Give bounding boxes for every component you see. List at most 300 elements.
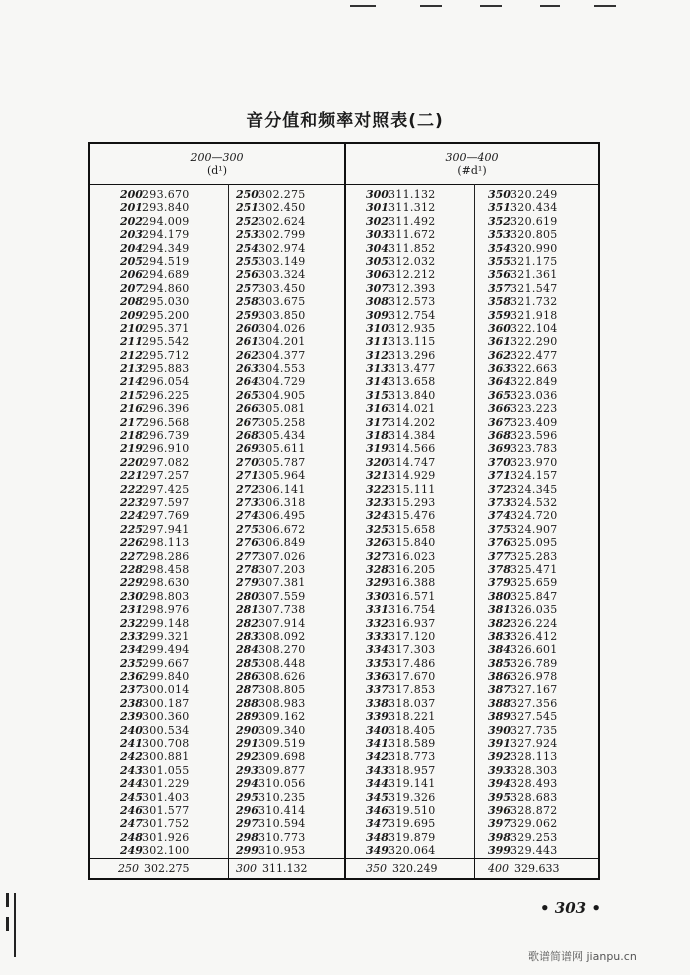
frequency-value: 310.773 bbox=[258, 830, 306, 844]
cent-value: 399 bbox=[488, 844, 511, 858]
frequency-value: 301.577 bbox=[142, 803, 190, 817]
table-row bbox=[120, 483, 206, 496]
cent-value: 289 bbox=[236, 710, 259, 724]
table-row bbox=[488, 242, 574, 255]
cent-value: 259 bbox=[236, 308, 259, 322]
center-divider bbox=[344, 144, 346, 878]
frequency-value: 318.957 bbox=[388, 763, 436, 777]
table-row bbox=[120, 416, 206, 429]
table-row bbox=[120, 630, 206, 643]
table-row bbox=[488, 416, 574, 429]
header-right-range: 300—400 bbox=[445, 151, 499, 164]
cent-value: 327 bbox=[366, 549, 389, 563]
table-row bbox=[488, 724, 574, 737]
cent-value: 230 bbox=[120, 589, 143, 603]
frequency-value: 309.519 bbox=[258, 737, 306, 751]
cent-value: 389 bbox=[488, 710, 511, 724]
frequency-value: 320.434 bbox=[510, 201, 558, 215]
table-row bbox=[120, 791, 206, 804]
cent-value: 370 bbox=[488, 455, 511, 469]
cent-value: 202 bbox=[120, 214, 143, 228]
frequency-value: 300.534 bbox=[142, 723, 190, 737]
frequency-value: 312.754 bbox=[388, 308, 436, 322]
frequency-value: 327.735 bbox=[510, 723, 558, 737]
table-row bbox=[120, 710, 206, 723]
frequency-value: 323.223 bbox=[510, 402, 558, 416]
table-row bbox=[120, 777, 206, 790]
table-row bbox=[236, 831, 322, 844]
frequency-value: 310.953 bbox=[258, 844, 306, 858]
cent-value: 277 bbox=[236, 549, 259, 563]
cent-value: 293 bbox=[236, 763, 259, 777]
frequency-value: 313.840 bbox=[388, 388, 436, 402]
table-row bbox=[236, 509, 322, 522]
cent-value: 284 bbox=[236, 643, 259, 657]
cent-value: 338 bbox=[366, 696, 389, 710]
cent-value: 267 bbox=[236, 415, 259, 429]
table-row bbox=[120, 268, 206, 281]
cent-value: 373 bbox=[488, 495, 511, 509]
table-row bbox=[366, 282, 452, 295]
cent-value: 241 bbox=[120, 737, 143, 751]
table-row bbox=[366, 362, 452, 375]
table-row bbox=[366, 469, 452, 482]
table-row bbox=[366, 456, 452, 469]
table-row bbox=[488, 590, 574, 603]
table-row bbox=[120, 375, 206, 388]
footer-cell: 400 329.633 bbox=[488, 862, 560, 875]
cent-value: 314 bbox=[366, 375, 389, 389]
frequency-value: 314.021 bbox=[388, 402, 436, 416]
table-row bbox=[236, 791, 322, 804]
frequency-value: 320.619 bbox=[510, 214, 558, 228]
frequency-value: 326.601 bbox=[510, 643, 558, 657]
frequency-value: 321.175 bbox=[510, 254, 558, 268]
table-row bbox=[366, 804, 452, 817]
cent-value: 393 bbox=[488, 763, 511, 777]
table-row bbox=[366, 255, 452, 268]
table-row bbox=[120, 550, 206, 563]
cent-value: 227 bbox=[120, 549, 143, 563]
cent-value: 316 bbox=[366, 402, 389, 416]
frequency-value: 297.425 bbox=[142, 482, 190, 496]
table-row bbox=[236, 429, 322, 442]
frequency-value: 308.983 bbox=[258, 696, 306, 710]
frequency-value: 316.388 bbox=[388, 576, 436, 590]
frequency-value: 316.023 bbox=[388, 549, 436, 563]
frequency-value: 308.092 bbox=[258, 629, 306, 643]
cent-value: 272 bbox=[236, 482, 259, 496]
frequency-value: 321.361 bbox=[510, 268, 558, 282]
cent-value: 353 bbox=[488, 228, 511, 242]
frequency-value: 295.030 bbox=[142, 295, 190, 309]
frequency-value: 311.132 bbox=[388, 188, 436, 201]
frequency-value: 317.303 bbox=[388, 643, 436, 657]
cent-value: 317 bbox=[366, 415, 389, 429]
table-row bbox=[366, 630, 452, 643]
frequency-value: 294.860 bbox=[142, 281, 190, 295]
frequency-value: 310.594 bbox=[258, 817, 306, 831]
frequency-value: 325.283 bbox=[510, 549, 558, 563]
table-row bbox=[120, 804, 206, 817]
table-row bbox=[236, 724, 322, 737]
cent-value: 363 bbox=[488, 362, 511, 376]
cent-value: 304 bbox=[366, 241, 389, 255]
table-row bbox=[488, 697, 574, 710]
cent-value: 394 bbox=[488, 777, 511, 791]
header-right-note: (#d¹) bbox=[457, 164, 487, 177]
frequency-value: 317.486 bbox=[388, 656, 436, 670]
cent-value: 319 bbox=[366, 442, 389, 456]
cent-value: 246 bbox=[120, 803, 143, 817]
frequency-value: 301.055 bbox=[142, 763, 190, 777]
data-column-1 bbox=[120, 188, 206, 858]
frequency-value: 295.883 bbox=[142, 362, 190, 376]
frequency-value: 297.769 bbox=[142, 509, 190, 523]
table-row bbox=[236, 550, 322, 563]
frequency-value: 315.293 bbox=[388, 495, 436, 509]
cent-value: 330 bbox=[366, 589, 389, 603]
frequency-value: 309.698 bbox=[258, 750, 306, 764]
cent-value: 309 bbox=[366, 308, 389, 322]
cent-value: 381 bbox=[488, 603, 511, 617]
frequency-value: 295.200 bbox=[142, 308, 190, 322]
cent-value: 356 bbox=[488, 268, 511, 282]
frequency-value: 315.476 bbox=[388, 509, 436, 523]
frequency-value: 322.290 bbox=[510, 335, 558, 349]
frequency-value: 297.597 bbox=[142, 495, 190, 509]
frequency-value: 329.443 bbox=[510, 844, 558, 858]
frequency-value: 304.026 bbox=[258, 321, 306, 335]
table-row bbox=[236, 536, 322, 549]
table-row bbox=[236, 416, 322, 429]
table-row bbox=[366, 536, 452, 549]
frequency-value: 319.879 bbox=[388, 830, 436, 844]
cent-value: 386 bbox=[488, 670, 511, 684]
cent-value: 282 bbox=[236, 616, 259, 630]
frequency-value: 316.571 bbox=[388, 589, 436, 603]
table-row bbox=[488, 456, 574, 469]
frequency-value: 318.589 bbox=[388, 737, 436, 751]
data-column-4 bbox=[488, 188, 574, 858]
cent-value: 260 bbox=[236, 321, 259, 335]
frequency-value: 306.495 bbox=[258, 509, 306, 523]
frequency-value: 312.212 bbox=[388, 268, 436, 282]
table-row bbox=[236, 255, 322, 268]
table-row bbox=[366, 335, 452, 348]
table-row bbox=[488, 469, 574, 482]
frequency-value: 307.381 bbox=[258, 576, 306, 590]
table-row bbox=[366, 777, 452, 790]
table-row bbox=[488, 670, 574, 683]
frequency-value: 300.708 bbox=[142, 737, 190, 751]
table-row bbox=[366, 201, 452, 214]
table-row bbox=[120, 322, 206, 335]
table-row bbox=[120, 309, 206, 322]
table-row bbox=[488, 603, 574, 616]
frequency-value: 327.545 bbox=[510, 710, 558, 724]
table-row bbox=[488, 563, 574, 576]
cent-value: 358 bbox=[488, 295, 511, 309]
frequency-value: 329.062 bbox=[510, 817, 558, 831]
table-row bbox=[488, 777, 574, 790]
frequency-value: 302.974 bbox=[258, 241, 306, 255]
frequency-value: 303.450 bbox=[258, 281, 306, 295]
frequency-value: 310.235 bbox=[258, 790, 306, 804]
table-row bbox=[236, 215, 322, 228]
cent-value: 220 bbox=[120, 455, 143, 469]
table-row bbox=[366, 429, 452, 442]
frequency-value: 324.345 bbox=[510, 482, 558, 496]
cent-value: 390 bbox=[488, 723, 511, 737]
cent-value: 275 bbox=[236, 522, 259, 536]
cent-value: 233 bbox=[120, 629, 143, 643]
cent-value: 276 bbox=[236, 536, 259, 550]
table-row bbox=[120, 188, 206, 201]
table-row bbox=[366, 523, 452, 536]
table-row bbox=[120, 201, 206, 214]
frequency-value: 312.935 bbox=[388, 321, 436, 335]
cent-value: 236 bbox=[120, 670, 143, 684]
table-row bbox=[488, 255, 574, 268]
table-row bbox=[366, 228, 452, 241]
table-row bbox=[236, 188, 322, 201]
cent-value: 374 bbox=[488, 509, 511, 523]
table-row bbox=[120, 590, 206, 603]
table-row bbox=[120, 764, 206, 777]
frequency-value: 320.805 bbox=[510, 228, 558, 242]
table-row bbox=[366, 617, 452, 630]
table-row bbox=[120, 603, 206, 616]
table-row bbox=[120, 817, 206, 830]
frequency-value: 300.881 bbox=[142, 750, 190, 764]
cent-value: 318 bbox=[366, 429, 389, 443]
table-row bbox=[236, 737, 322, 750]
table-row bbox=[488, 375, 574, 388]
cent-value: 243 bbox=[120, 763, 143, 777]
cent-value: 200 bbox=[120, 188, 143, 201]
table-row bbox=[488, 362, 574, 375]
cent-value: 249 bbox=[120, 844, 143, 858]
frequency-value: 295.371 bbox=[142, 321, 190, 335]
cent-value: 221 bbox=[120, 469, 143, 483]
frequency-value: 319.326 bbox=[388, 790, 436, 804]
cent-value: 208 bbox=[120, 295, 143, 309]
table-row bbox=[120, 282, 206, 295]
table-row bbox=[236, 375, 322, 388]
cent-value: 342 bbox=[366, 750, 389, 764]
cent-value: 372 bbox=[488, 482, 511, 496]
cent-value: 306 bbox=[366, 268, 389, 282]
cent-value: 232 bbox=[120, 616, 143, 630]
frequency-value: 302.450 bbox=[258, 201, 306, 215]
frequency-value: 307.914 bbox=[258, 616, 306, 630]
frequency-value: 314.566 bbox=[388, 442, 436, 456]
cent-value: 239 bbox=[120, 710, 143, 724]
frequency-value: 296.568 bbox=[142, 415, 190, 429]
cent-value: 261 bbox=[236, 335, 259, 349]
cent-value: 382 bbox=[488, 616, 511, 630]
frequency-value: 300.187 bbox=[142, 696, 190, 710]
frequency-value: 314.747 bbox=[388, 455, 436, 469]
cent-value: 366 bbox=[488, 402, 511, 416]
cent-value: 264 bbox=[236, 375, 259, 389]
frequency-value: 327.356 bbox=[510, 696, 558, 710]
frequency-value: 318.773 bbox=[388, 750, 436, 764]
table-footer bbox=[90, 858, 598, 878]
table-row bbox=[366, 710, 452, 723]
cent-value: 214 bbox=[120, 375, 143, 389]
cent-value: 292 bbox=[236, 750, 259, 764]
frequency-value: 295.542 bbox=[142, 335, 190, 349]
cent-value: 387 bbox=[488, 683, 511, 697]
cent-value: 212 bbox=[120, 348, 143, 362]
cent-value: 328 bbox=[366, 562, 389, 576]
frequency-value: 325.659 bbox=[510, 576, 558, 590]
footer-cell: 350 320.249 bbox=[366, 862, 438, 875]
table-row bbox=[120, 402, 206, 415]
table-row bbox=[488, 483, 574, 496]
frequency-value: 325.471 bbox=[510, 562, 558, 576]
frequency-value: 326.978 bbox=[510, 670, 558, 684]
frequency-value: 312.573 bbox=[388, 295, 436, 309]
table-row bbox=[366, 309, 452, 322]
table-row bbox=[366, 724, 452, 737]
table-row bbox=[120, 295, 206, 308]
frequency-value: 321.918 bbox=[510, 308, 558, 322]
table-row bbox=[366, 442, 452, 455]
cent-value: 237 bbox=[120, 683, 143, 697]
frequency-value: 315.111 bbox=[388, 482, 436, 496]
frequency-value: 301.403 bbox=[142, 790, 190, 804]
table-row bbox=[236, 576, 322, 589]
frequency-value: 298.458 bbox=[142, 562, 190, 576]
table-row bbox=[236, 603, 322, 616]
frequency-value: 300.014 bbox=[142, 683, 190, 697]
table-row bbox=[120, 523, 206, 536]
table-row bbox=[366, 349, 452, 362]
frequency-value: 324.907 bbox=[510, 522, 558, 536]
frequency-value: 304.201 bbox=[258, 335, 306, 349]
cent-value: 299 bbox=[236, 844, 259, 858]
cent-value: 245 bbox=[120, 790, 143, 804]
cent-value: 326 bbox=[366, 536, 389, 550]
frequency-value: 306.849 bbox=[258, 536, 306, 550]
frequency-value: 319.695 bbox=[388, 817, 436, 831]
cent-value: 283 bbox=[236, 629, 259, 643]
cent-value: 395 bbox=[488, 790, 511, 804]
frequency-value: 304.377 bbox=[258, 348, 306, 362]
cent-value: 258 bbox=[236, 295, 259, 309]
table-row bbox=[236, 683, 322, 696]
cent-value: 365 bbox=[488, 388, 511, 402]
table-row bbox=[366, 509, 452, 522]
cent-value: 350 bbox=[488, 188, 511, 201]
cent-value: 377 bbox=[488, 549, 511, 563]
frequency-value: 312.393 bbox=[388, 281, 436, 295]
table-row bbox=[488, 536, 574, 549]
cent-value: 254 bbox=[236, 241, 259, 255]
frequency-value: 326.789 bbox=[510, 656, 558, 670]
cent-value: 307 bbox=[366, 281, 389, 295]
cent-value: 321 bbox=[366, 469, 389, 483]
cent-value: 337 bbox=[366, 683, 389, 697]
cent-value: 273 bbox=[236, 495, 259, 509]
frequency-value: 304.729 bbox=[258, 375, 306, 389]
cent-value: 384 bbox=[488, 643, 511, 657]
table-row bbox=[236, 844, 322, 857]
cent-value: 222 bbox=[120, 482, 143, 496]
cent-value: 378 bbox=[488, 562, 511, 576]
cent-value: 228 bbox=[120, 562, 143, 576]
table-row bbox=[366, 483, 452, 496]
table-row bbox=[120, 242, 206, 255]
table-row bbox=[236, 309, 322, 322]
cent-value: 207 bbox=[120, 281, 143, 295]
cent-value: 247 bbox=[120, 817, 143, 831]
cent-value: 296 bbox=[236, 803, 259, 817]
cent-value: 286 bbox=[236, 670, 259, 684]
frequency-value: 296.225 bbox=[142, 388, 190, 402]
cent-value: 301 bbox=[366, 201, 389, 215]
frequency-value: 328.493 bbox=[510, 777, 558, 791]
cent-value: 287 bbox=[236, 683, 259, 697]
frequency-value: 294.009 bbox=[142, 214, 190, 228]
right-column-divider bbox=[474, 184, 475, 859]
table-row bbox=[366, 603, 452, 616]
frequency-value: 302.624 bbox=[258, 214, 306, 228]
table-row bbox=[120, 509, 206, 522]
cent-value: 290 bbox=[236, 723, 259, 737]
table-row bbox=[120, 442, 206, 455]
table-row bbox=[488, 750, 574, 763]
frequency-value: 301.752 bbox=[142, 817, 190, 831]
cent-value: 375 bbox=[488, 522, 511, 536]
frequency-value: 323.036 bbox=[510, 388, 558, 402]
cent-value: 213 bbox=[120, 362, 143, 376]
frequency-value: 305.258 bbox=[258, 415, 306, 429]
frequency-value: 326.224 bbox=[510, 616, 558, 630]
header-right bbox=[346, 144, 598, 184]
cent-value: 351 bbox=[488, 201, 511, 215]
table-row bbox=[236, 670, 322, 683]
table-row bbox=[236, 710, 322, 723]
frequency-value: 306.318 bbox=[258, 495, 306, 509]
frequency-value: 328.113 bbox=[510, 750, 558, 764]
cent-value: 269 bbox=[236, 442, 259, 456]
table-row bbox=[366, 188, 452, 201]
cent-value: 380 bbox=[488, 589, 511, 603]
cent-value: 226 bbox=[120, 536, 143, 550]
frequency-value: 311.492 bbox=[388, 214, 436, 228]
frequency-value: 317.853 bbox=[388, 683, 436, 697]
frequency-value: 296.054 bbox=[142, 375, 190, 389]
table-row bbox=[366, 831, 452, 844]
frequency-value: 307.026 bbox=[258, 549, 306, 563]
table-row bbox=[236, 563, 322, 576]
cent-value: 209 bbox=[120, 308, 143, 322]
table-row bbox=[236, 697, 322, 710]
table-row bbox=[236, 442, 322, 455]
cent-value: 297 bbox=[236, 817, 259, 831]
header-left bbox=[90, 144, 344, 184]
table-row bbox=[488, 657, 574, 670]
table-row bbox=[236, 630, 322, 643]
table-row bbox=[488, 737, 574, 750]
cent-value: 352 bbox=[488, 214, 511, 228]
cent-value: 398 bbox=[488, 830, 511, 844]
frequency-value: 313.658 bbox=[388, 375, 436, 389]
